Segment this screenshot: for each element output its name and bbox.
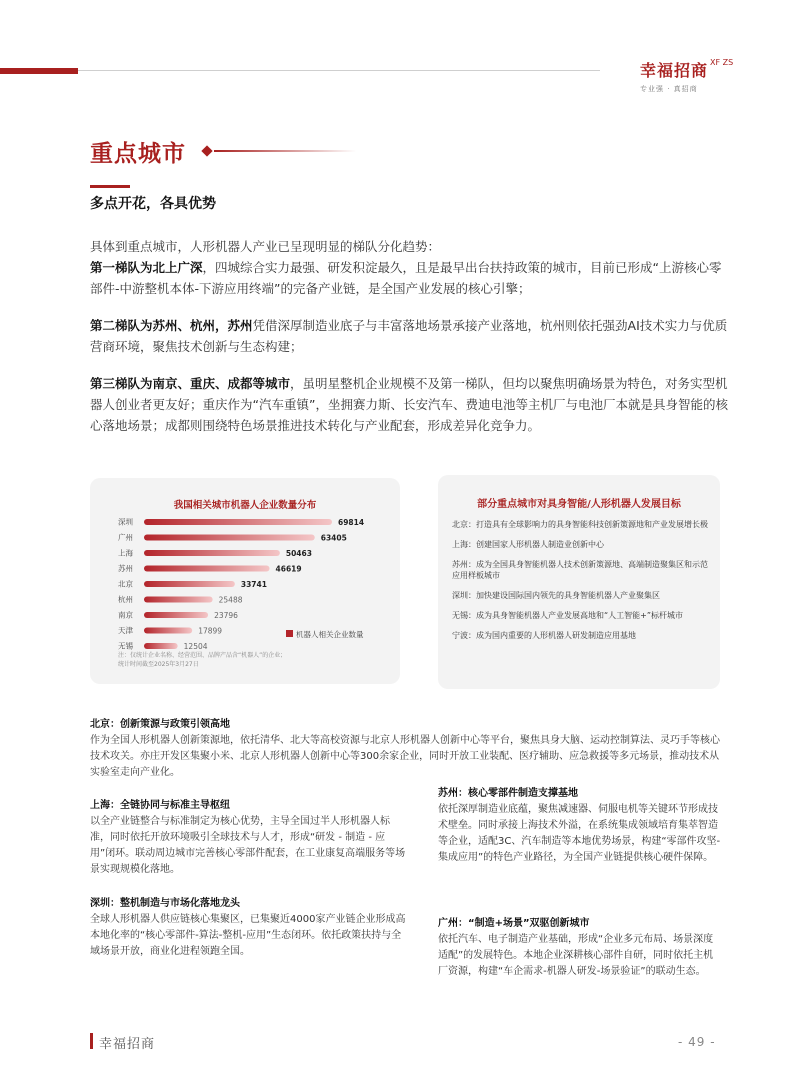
chart-category-label: 南京 bbox=[118, 610, 133, 620]
page-number: - 49 - bbox=[678, 1035, 716, 1049]
chart-legend-label: 机器人相关企业数量 bbox=[296, 630, 364, 639]
goal-item-beijing: 北京：打造具有全球影响力的具身智能科技创新策源地和产业发展增长极 bbox=[452, 520, 708, 529]
brand-tagline: 专业强 · 真招商 bbox=[640, 85, 698, 93]
goal-item-ningbo: 宁波：成为国内重要的人形机器人研发制造应用基地 bbox=[452, 631, 636, 640]
chart-value-label: 17899 bbox=[198, 626, 223, 636]
footer-accent-bar bbox=[90, 1033, 93, 1049]
chart-value-label: 50463 bbox=[285, 549, 312, 558]
city-heading: 苏州：核心零部件制造支撑基地 bbox=[438, 788, 578, 799]
chart-legend-swatch bbox=[286, 630, 293, 637]
city-block-shanghai bbox=[90, 798, 408, 878]
chart-bar bbox=[144, 550, 280, 556]
tier1-paragraph bbox=[90, 257, 730, 299]
city-block-guangzhou bbox=[438, 916, 722, 980]
header-rule bbox=[78, 70, 600, 71]
chart-bar bbox=[144, 519, 332, 525]
goal-item-shanghai: 上海：创建国家人形机器人制造业创新中心 bbox=[452, 540, 604, 549]
chart-note: 注：仅统计企业名称、经营范围、品牌产品含“机器人”的企业； bbox=[118, 652, 287, 659]
goals-panel-title: 部分重点城市对具身智能/人形机器人发展目标 bbox=[477, 499, 681, 510]
city-heading: 深圳：整机制造与市场化落地龙头 bbox=[90, 898, 240, 909]
chart-value-label: 23796 bbox=[214, 611, 238, 620]
goal-item-suzhou: 苏州：成为全国具身智能机器人技术创新策源地、高端制造聚集区和示范应用样板城市 bbox=[452, 560, 708, 580]
chart-bar bbox=[144, 566, 270, 572]
chart-note: 统计时间截至2025年3月27日 bbox=[118, 661, 199, 668]
chart-value-label: 12504 bbox=[183, 642, 208, 651]
tier3-paragraph bbox=[90, 373, 730, 436]
chart-value-label: 69814 bbox=[338, 518, 365, 527]
chart-value-label: 33741 bbox=[240, 580, 267, 589]
chart-category-label: 杭州 bbox=[118, 595, 133, 604]
chart-category-label: 广州 bbox=[118, 533, 133, 542]
brand-mark: XF ZS bbox=[710, 58, 734, 67]
section-title: 重点城市 bbox=[90, 141, 186, 167]
intro-text bbox=[90, 236, 730, 436]
tier2-paragraph bbox=[90, 315, 730, 357]
city-block-shenzhen bbox=[90, 896, 408, 960]
city-block-beijing bbox=[90, 717, 720, 781]
goals-list bbox=[452, 519, 710, 650]
goal-item-wuxi: 无锡：成为具身智能机器人产业发展高地和“人工智能+”标杆城市 bbox=[452, 611, 683, 620]
subheading-accent bbox=[90, 185, 130, 188]
chart-category-label: 无锡 bbox=[118, 641, 133, 651]
intro-line: 具体到重点城市，人形机器人产业已呈现明显的梯队分化趋势： bbox=[90, 239, 441, 254]
brand-name: 幸福招商 bbox=[640, 61, 709, 80]
tier3-text: ，虽明星整机企业规模不及第一梯队，但均以聚焦明确场景为特色，对务实型机器人创业者更友好；重庆作为“汽车重镇”，坐拥赛力斯、长安汽车、费迪电池等主机厂与电池厂本就是具身智能的核心落地场景；成都则围绕特色场景推进技术转化与产业配套，形成差异化竞争力。 bbox=[90, 376, 728, 433]
chart-category-label: 天津 bbox=[118, 626, 133, 635]
title-diamond-icon bbox=[201, 145, 212, 156]
city-heading: 上海：全链协同与标准主导枢纽 bbox=[90, 800, 230, 811]
chart-bar bbox=[144, 612, 208, 618]
chart-category-label: 深圳 bbox=[118, 517, 133, 527]
chart-category-label: 苏州 bbox=[118, 564, 133, 573]
chart-bar bbox=[144, 628, 192, 634]
tier2-bold: 第二梯队为苏州、杭州，苏州 bbox=[90, 318, 253, 333]
tier1-bold: 第一梯队为北上广深 bbox=[90, 260, 203, 275]
city-heading: 广州：“制造+场景”双驱创新城市 bbox=[438, 918, 590, 929]
chart-value-label: 63405 bbox=[320, 533, 347, 543]
subheading: 多点开花，各具优势 bbox=[90, 196, 216, 212]
city-description: 以全产业链整合与标准制定为核心优势，主导全国过半人形机器人标准，同时依托开放环境吸引全球技术与人才，形成“研发 - 制造 - 应用”闭环。联动周边城市完善核心零部件配套，在工业康复高端服务等场景实现规模化落地。 bbox=[90, 816, 406, 875]
tier1-text: ，四城综合实力最强、研发积淀最久，且是最早出台扶持政策的城市，目前已形成“上游核心零部件-中游整机本体-下游应用终端”的完备产业链，是全国产业发展的核心引擎； bbox=[90, 260, 722, 296]
chart-title: 我国相关城市机器人企业数量分布 bbox=[173, 500, 317, 511]
city-heading: 北京：创新策源与政策引领高地 bbox=[90, 719, 230, 730]
chart-bar bbox=[144, 581, 235, 587]
chart-category-label: 北京 bbox=[118, 579, 133, 589]
city-description: 依托深厚制造业底蕴，聚焦减速器、伺服电机等关键环节形成技术壁垒。同时承接上海技术外溢，在系统集成领域培育集萃智造等企业，适配3C、汽车制造等本地优势场景，构建“零部件攻坚-集成应用”的特色产业路径，为全国产业链提供核心硬件保障。 bbox=[438, 804, 721, 863]
title-decor-line bbox=[214, 150, 356, 152]
tier3-bold: 第三梯队为南京、重庆、成都等城市 bbox=[90, 376, 291, 391]
goal-item-shenzhen: 深圳：加快建设国际国内领先的具身智能机器人产业聚集区 bbox=[452, 591, 660, 600]
chart-panel bbox=[90, 478, 400, 684]
city-block-suzhou bbox=[438, 786, 722, 866]
chart-bar bbox=[144, 643, 178, 649]
chart-bar bbox=[144, 597, 213, 603]
city-robot-bar-chart bbox=[90, 478, 400, 684]
city-description: 全球人形机器人供应链核心集聚区，已集聚近4000家产业链企业形成高本地化率的“核心零部件-算法-整机-应用”生态闭环。依托政策扶持与全域场景开放，商业化进程领跑全国。 bbox=[90, 914, 406, 957]
city-description: 作为全国人形机器人创新策源地，依托清华、北大等高校资源与北京人形机器人创新中心等平台，聚焦具身大脑、运动控制算法、灵巧手等核心技术攻关。亦庄开发区集聚小米、北京人形机器人创新中心等300余家企业，同时开放工业装配、医疗辅助、应急救援等多元场景，推动技术从实验室走向产业化。 bbox=[90, 735, 720, 778]
footer-brand: 幸福招商 bbox=[99, 1037, 156, 1052]
chart-bar bbox=[144, 535, 315, 541]
city-description: 依托汽车、电子制造产业基础，形成“企业多元布局、场景深度适配”的发展特色。本地企业深耕核心部件自研，同时依托主机厂资源，构建“车企需求-机器人研发-场景验证”的联动生态。 bbox=[438, 934, 714, 977]
brand-logo bbox=[640, 58, 740, 94]
goals-panel bbox=[438, 475, 720, 689]
chart-category-label: 上海 bbox=[118, 548, 133, 558]
chart-value-label: 46619 bbox=[275, 564, 302, 574]
header-accent-bar bbox=[0, 68, 78, 74]
chart-value-label: 25488 bbox=[218, 595, 243, 605]
tier2-text: 凭借深厚制造业底子与丰富落地场景承接产业落地，杭州则依托强劲AI技术实力与优质营商环境，聚焦技术创新与生态构建； bbox=[90, 318, 728, 354]
